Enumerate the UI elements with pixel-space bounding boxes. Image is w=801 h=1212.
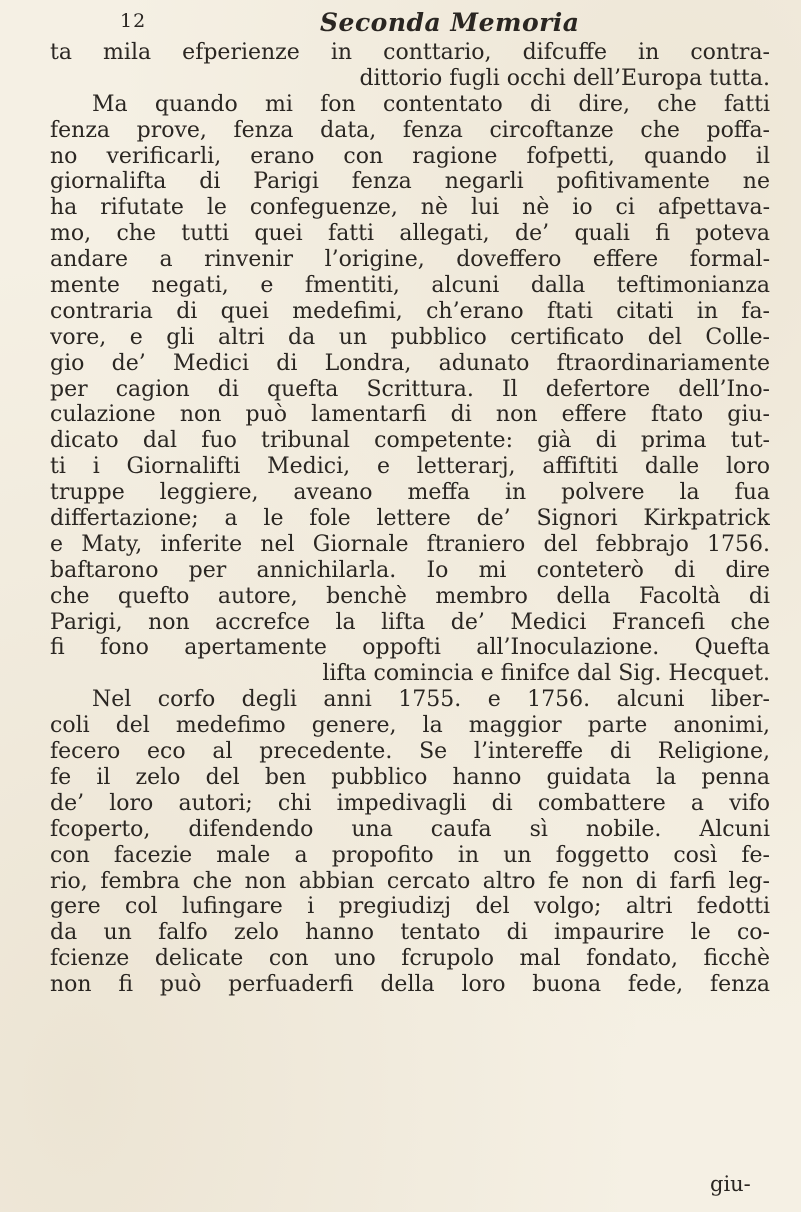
text-line: giornalifta di Parigi fenza negarli pofitivamente ne — [50, 169, 770, 195]
text-line: rio, fembra che non abbian cercato altro fe non di farfi leg- — [50, 868, 770, 894]
text-line: Nel corfo degli anni 1755. e 1756. alcuni liber- — [92, 687, 770, 713]
text-line: lifta comincia e finifce dal Sig. Hecquet. — [322, 661, 770, 687]
body-text — [50, 40, 770, 998]
text-line: andare a rinvenir l’origine, doveffero effere formal- — [50, 247, 770, 273]
text-line: coli del medefimo genere, la maggior parte anonimi, — [50, 713, 770, 739]
text-line: e Maty, inferite nel Giornale ftraniero del febbrajo 1756. — [50, 531, 770, 557]
text-line: de’ loro autori; chi impedivagli di combattere a vifo — [50, 790, 770, 816]
text-line: non fi può perfuaderfi della loro buona fede, fenza — [50, 972, 770, 998]
text-line: fcienze delicate con uno fcrupolo mal fondato, ficchè — [50, 946, 770, 972]
text-line: no verificarli, erano con ragione fofpetti, quando il — [50, 143, 770, 169]
text-line: gere col lufingare i pregiudizj del volgo; altri fedotti — [50, 894, 770, 920]
catchword: giu- — [710, 1172, 751, 1196]
text-line: da un falfo zelo hanno tentato di impaurire le co- — [50, 920, 770, 946]
text-line: fenza prove, fenza data, fenza circoftanze che poffa- — [50, 117, 770, 143]
text-line: fe il zelo del ben pubblico hanno guidata la penna — [50, 764, 770, 790]
text-line: fcoperto, difendendo una caufa sì nobile. Alcuni — [50, 816, 770, 842]
text-line: gio de’ Medici di Londra, adunato ftraordinariamente — [50, 350, 770, 376]
text-line: truppe leggiere, aveano meffa in polvere la fua — [50, 480, 770, 506]
text-line: dittorio fugli occhi dell’Europa tutta. — [359, 65, 770, 91]
text-line: mo, che tutti quei fatti allegati, de’ quali fi poteva — [50, 221, 770, 247]
running-head: Seconda Memoria — [320, 8, 580, 37]
text-line: ti i Giornalifti Medici, e letterarj, affiftiti dalle loro — [50, 454, 770, 480]
text-line: con facezie male a propofito in un foggetto così fe- — [50, 842, 770, 868]
text-line: che quefto autore, benchè membro della Facoltà di — [50, 583, 770, 609]
text-line: differtazione; a le fole lettere de’ Signori Kirkpatrick — [50, 506, 770, 532]
text-line: ha rifutate le confeguenze, nè lui nè io ci afpettava- — [50, 195, 770, 221]
text-line: baftarono per annichilarla. Io mi conteterò di dire — [50, 557, 770, 583]
text-line: fi fono apertamente oppofti all’Inoculazione. Quefta — [50, 635, 770, 661]
text-line: dicato dal fuo tribunal competente: già di prima tut- — [50, 428, 770, 454]
text-line: fecero eco al precedente. Se l’intereffe di Religione, — [50, 739, 770, 765]
text-line: contraria di quei medefimi, ch’erano ftati citati in fa- — [50, 298, 770, 324]
text-line: ta mila efperienze in conttario, difcuffe in contra- — [50, 40, 770, 65]
text-line: culazione non può lamentarfi di non effere ftato giu- — [50, 402, 770, 428]
page-header — [120, 8, 680, 40]
text-line: Parigi, non accrefce la lifta de’ Medici Francefi che — [50, 609, 770, 635]
page-number: 12 — [120, 10, 147, 32]
text-line: Ma quando mi fon contentato di dire, che fatti — [92, 91, 770, 117]
text-line: per cagion di quefta Scrittura. Il defertore dell’Ino- — [50, 376, 770, 402]
text-line: vore, e gli altri da un pubblico certificato del Colle- — [50, 324, 770, 350]
text-line: mente negati, e fmentiti, alcuni dalla teftimonianza — [50, 273, 770, 299]
